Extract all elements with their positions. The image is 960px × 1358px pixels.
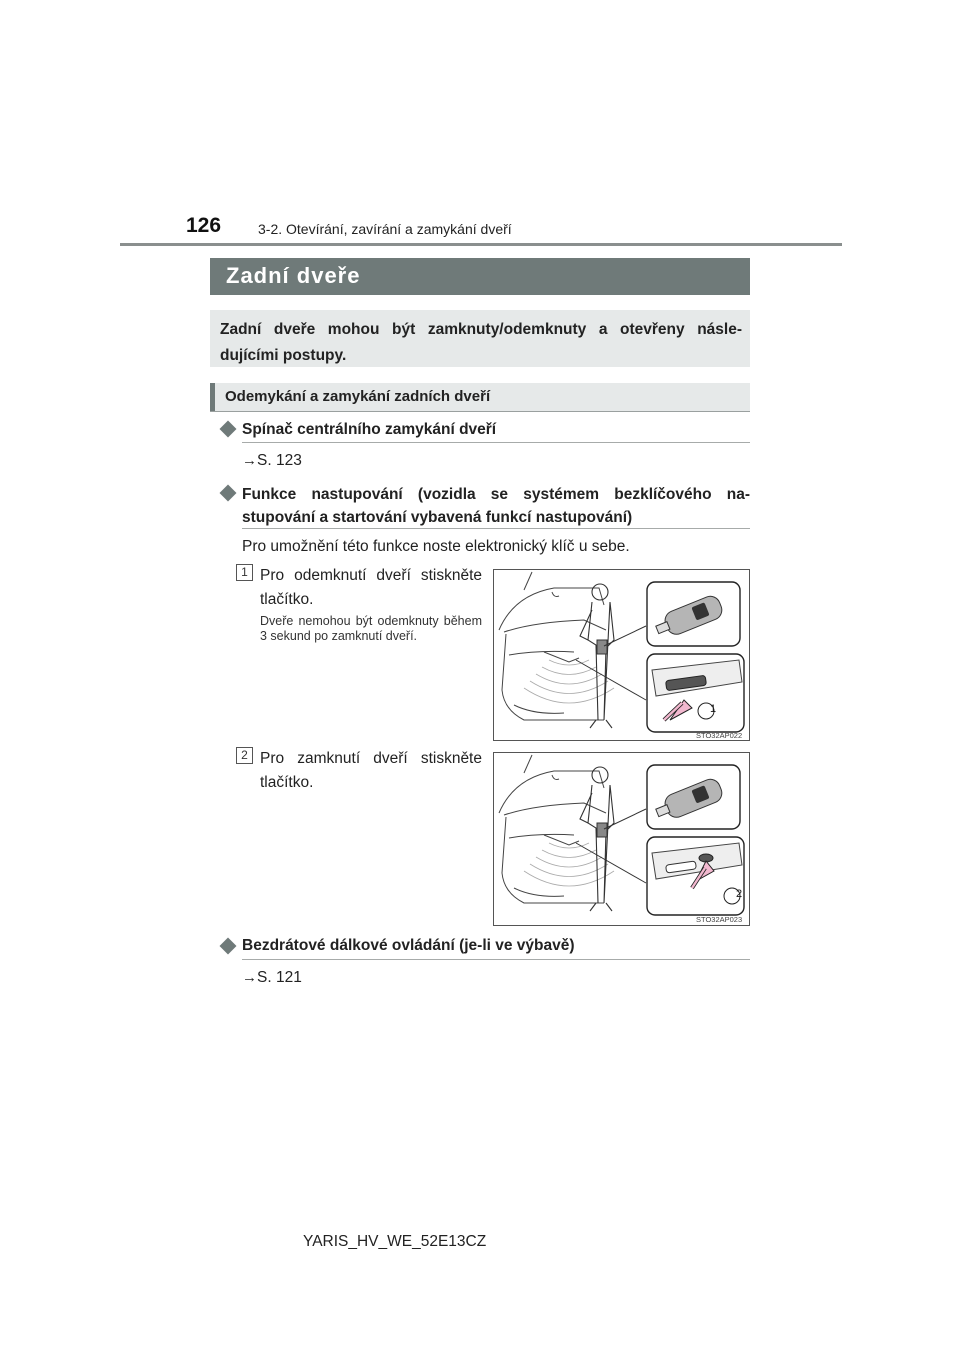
subheading-bar — [210, 383, 750, 412]
intro-text: Zadní dveře mohou být zamknuty/odemknuty a otevřeny násle-dujícími postupy. — [220, 321, 742, 364]
page-number: 126 — [186, 214, 222, 237]
subheading: Odemykání a zamykání zadních dveří — [225, 388, 491, 405]
item-heading-remote: Bezdrátové dálkové ovládání (je-li ve výbavě) — [242, 937, 575, 954]
step-number-badge: 2 — [236, 747, 253, 764]
diamond-bullet-icon — [220, 421, 237, 438]
car-rear-key-illustration — [494, 753, 749, 925]
subheading-underline — [210, 411, 750, 412]
section-path: 3-2. Otevírání, zavírání a zamykání dveří — [258, 221, 512, 237]
illustration-lock — [493, 752, 750, 926]
illustration-unlock — [493, 569, 750, 741]
item-description: Pro umožnění této funkce noste elektronický klíč u sebe. — [242, 538, 630, 555]
item-heading-central-lock: Spínač centrálního zamykání dveří — [242, 421, 497, 438]
item-rule — [242, 959, 750, 960]
callout-number: 1 — [709, 703, 717, 715]
header-rule — [120, 243, 842, 246]
arrow-right-icon: → — [242, 969, 257, 986]
step-number-badge: 1 — [236, 564, 253, 581]
diamond-bullet-icon — [220, 485, 237, 502]
page-title: Zadní dveře — [226, 263, 361, 288]
figure-code: STO32AP022 — [696, 731, 743, 740]
step-text: Pro zamknutí dveří stiskněte tlačítko. — [260, 750, 482, 791]
arrow-right-icon: → — [242, 452, 257, 469]
item-rule — [242, 528, 750, 529]
figure-code: STO32AP023 — [696, 915, 743, 924]
diamond-bullet-icon — [220, 938, 237, 955]
intro-box — [210, 310, 750, 367]
page-reference-text: S. 121 — [257, 969, 302, 986]
title-bar — [210, 258, 750, 295]
callout-number: 2 — [735, 888, 743, 900]
item-rule — [242, 442, 750, 443]
page-reference — [242, 969, 302, 987]
item-heading-entry-function: Funkce nastupování (vozidla se systémem bezklíčového na-stupování a startování vybavená funkcí nastupování) — [242, 486, 750, 526]
page-reference-text: S. 123 — [257, 452, 302, 469]
footer-code: YARIS_HV_WE_52E13CZ — [303, 1233, 487, 1250]
step-note: Dveře nemohou být odemknuty během 3 sekund po zamknutí dveří. — [260, 614, 482, 643]
step-text: Pro odemknutí dveří stiskněte tlačítko. — [260, 567, 482, 608]
page-reference — [242, 452, 302, 470]
